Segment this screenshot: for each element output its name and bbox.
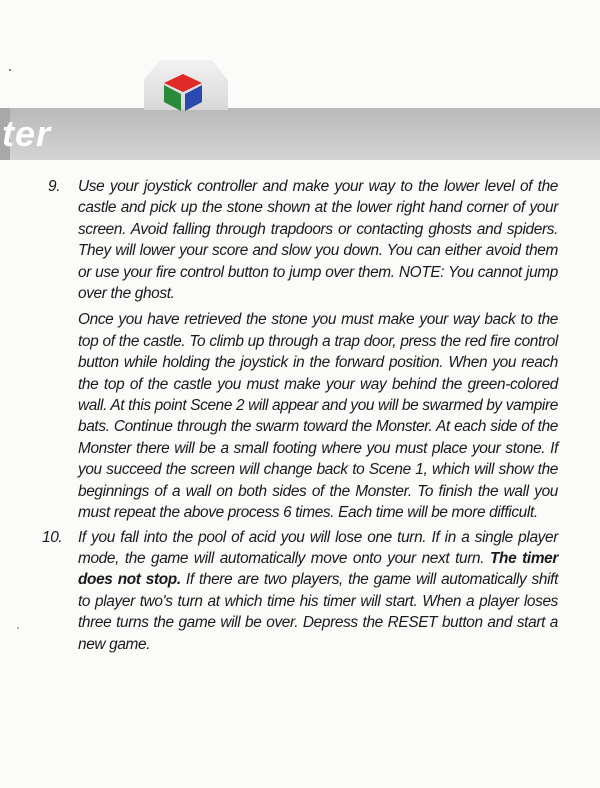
item-paragraph bbox=[78, 527, 558, 655]
note-text: NOTE: You cannot jump over the ghost. bbox=[78, 263, 558, 303]
cube-logo-icon bbox=[160, 72, 206, 112]
speck bbox=[9, 69, 11, 71]
header-title-fragment: ter bbox=[2, 113, 52, 154]
instructions-body bbox=[42, 176, 559, 655]
instruction-item-10 bbox=[42, 527, 559, 655]
item-number: 9. bbox=[48, 178, 61, 195]
paragraph-text: Use your joystick controller and make your way to the lower level of the castle and pick up the stone shown at the lower right hand corner of your screen. Avoid falling through trapdoors or contacting ghosts and spiders. They will lower your score and slow you down. You can either avoid them or use your fire control button to jump over them. bbox=[78, 178, 558, 281]
item-paragraph bbox=[78, 176, 558, 304]
speck bbox=[17, 627, 19, 629]
header-band bbox=[0, 108, 600, 160]
emphasis-text: The timer does not stop. bbox=[78, 549, 559, 589]
paragraph-text: If you fall into the pool of acid you will lose one turn. If in a single player mode, the game will automatically move onto your next turn. bbox=[78, 528, 558, 567]
item-body bbox=[78, 527, 558, 655]
item-body bbox=[78, 176, 558, 524]
instruction-item-9 bbox=[48, 176, 558, 524]
item-paragraph: Once you have retrieved the stone you must make your way back to the top of the castle. To climb up through a trap door, press the red fire control button while holding the joystick in the forward position. When you reach the top of the castle you must make your way behind the green-colored wall. At this point Scene 2 will appear and you will be swarmed by vampire bats. Continue through the swarm toward the Monster. At each side of the Monster there will be a small footing where you must place your stone. If you succeed the screen will change back to Scene 1, which will show the beginnings of a wall on both sides of the Monster. To finish the wall you must repeat the above process 6 times. Each time will be more difficult. bbox=[78, 311, 558, 522]
paragraph-text: If there are two players, the game will automatically shift to player two's turn at which time his timer will start. When a player loses three turns the game will be over. Depress the RESET button and start a new game. bbox=[78, 571, 559, 653]
item-number: 10. bbox=[42, 528, 63, 546]
